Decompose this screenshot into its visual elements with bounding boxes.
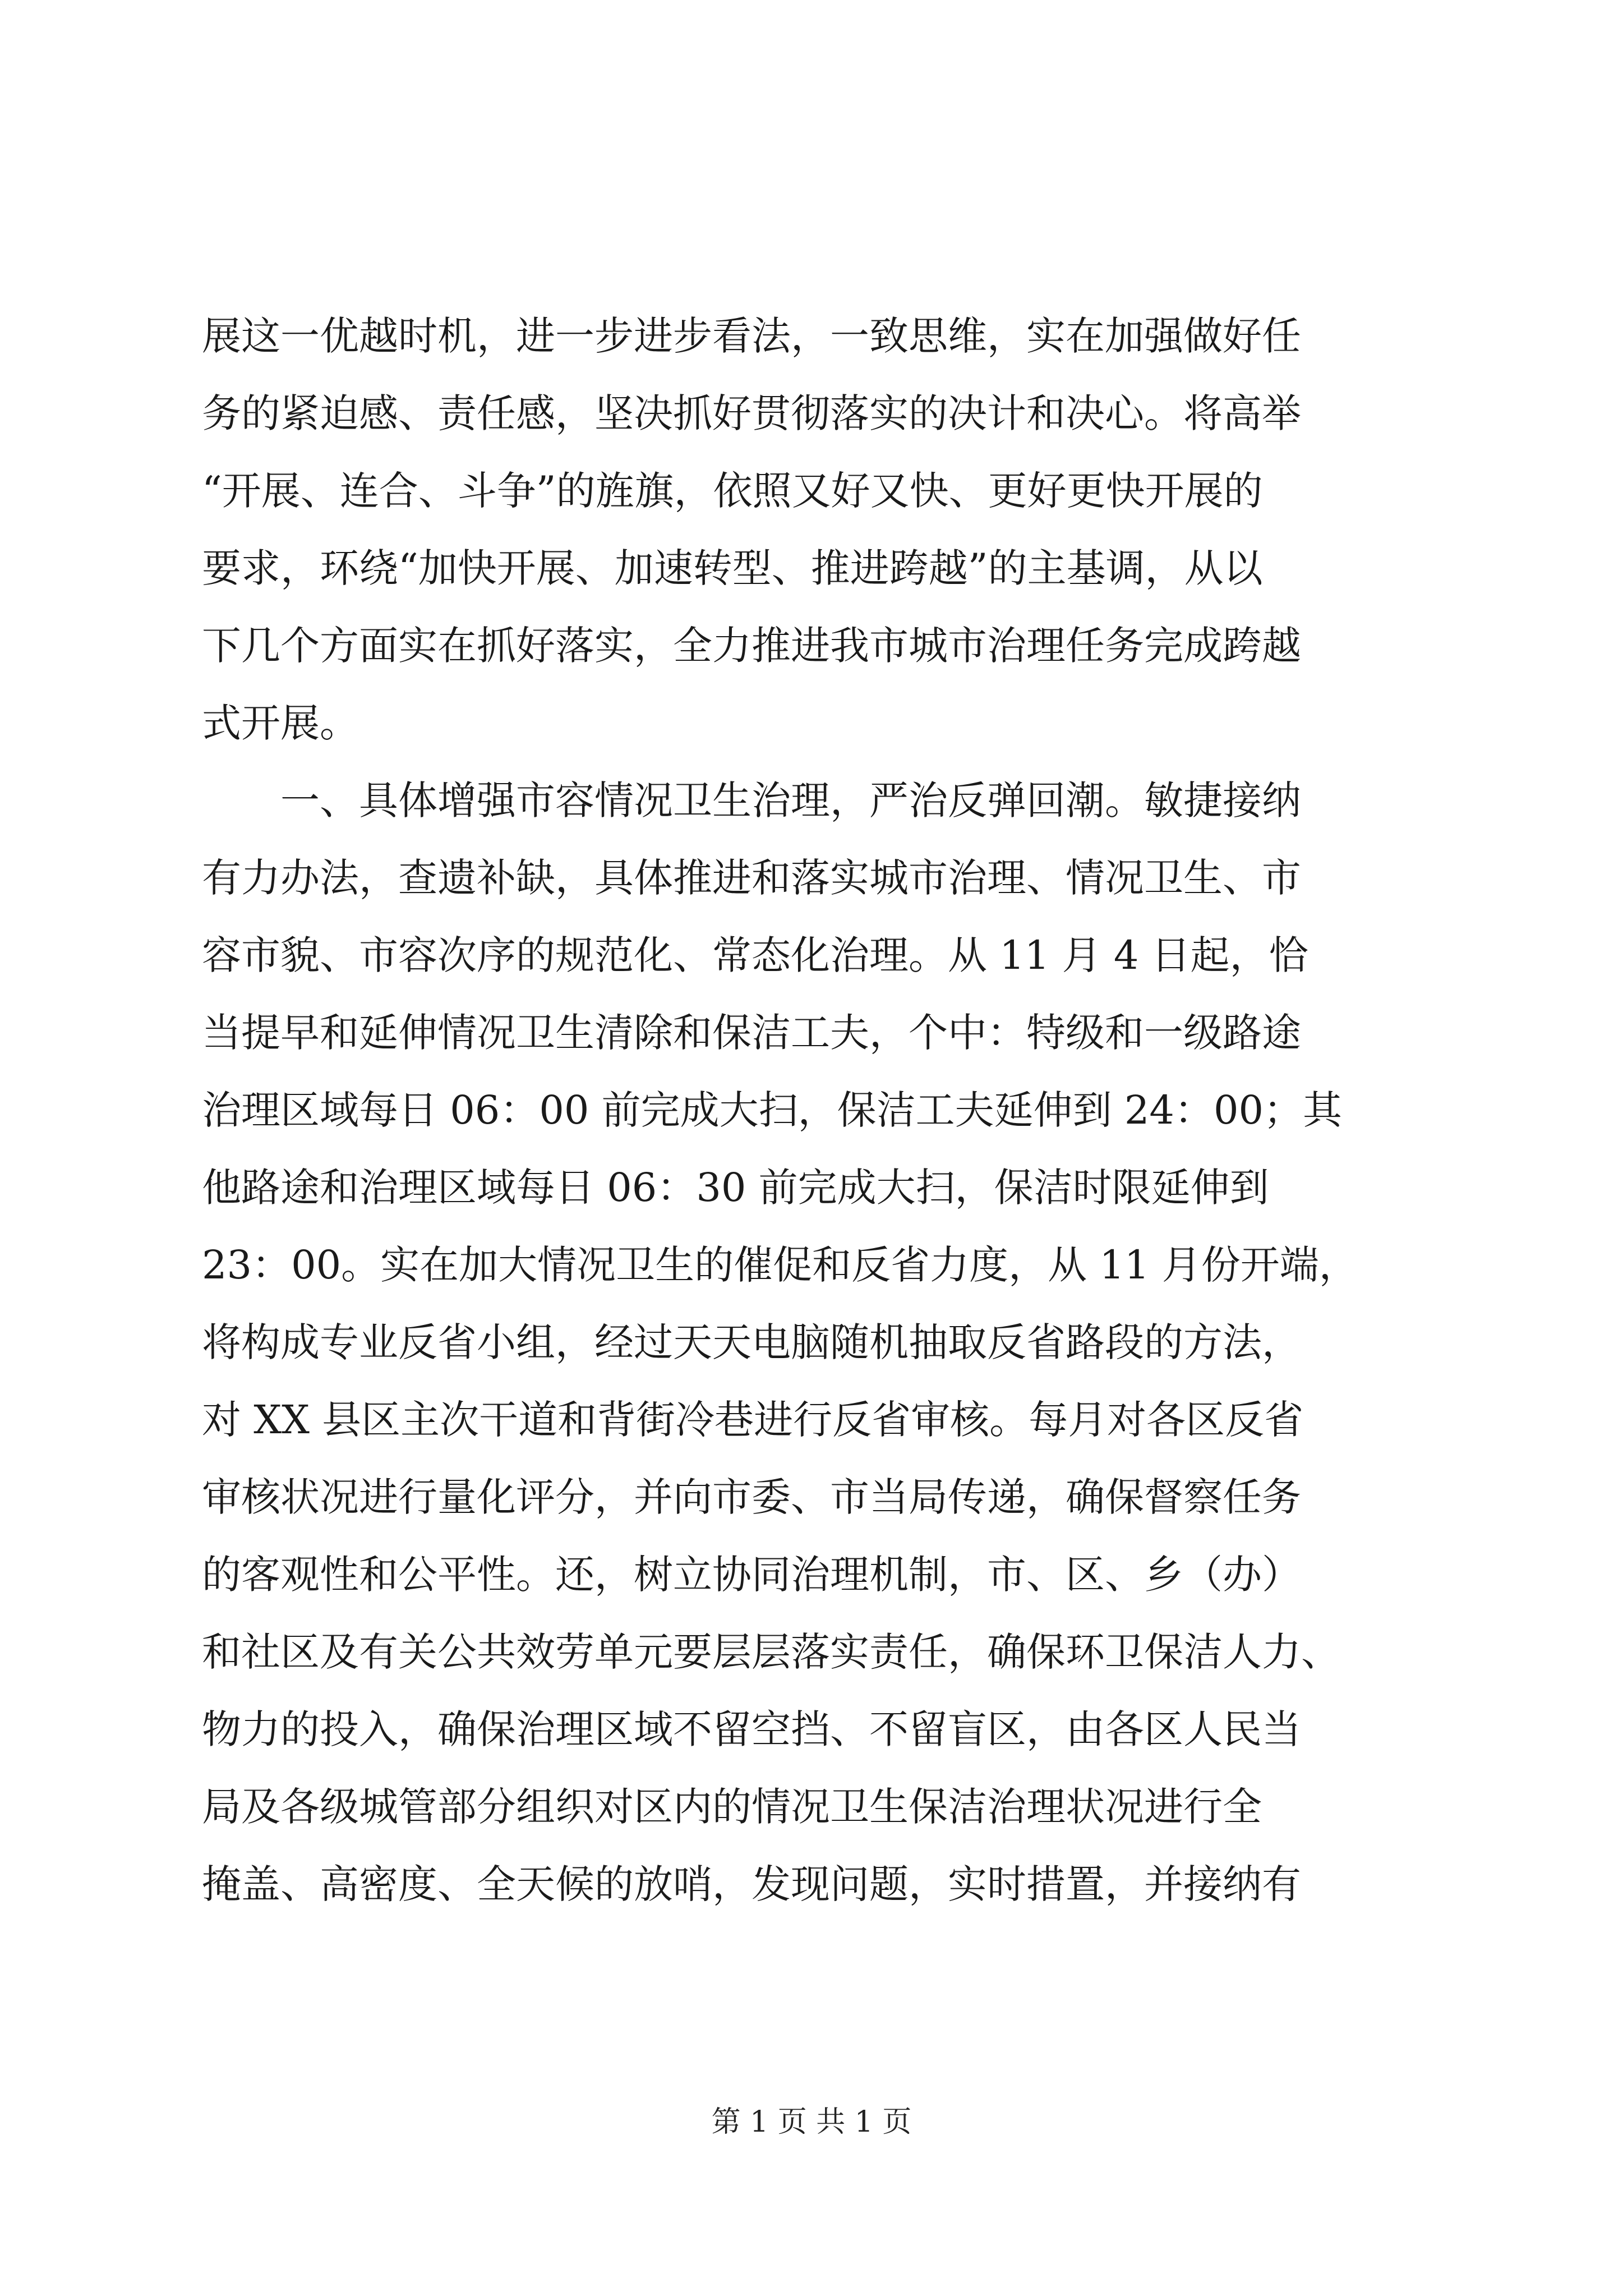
text-line: 他路途和治理区域每日 06：30 前完成大扫，保洁时限延伸到 xyxy=(202,1165,1269,1211)
text-line: 一、具体增强市容情况卫生治理，严治反弹回潮。敏捷接纳 xyxy=(202,777,1301,823)
text-line: 务的紧迫感、责任感，坚决抓好贯彻落实的决计和决心。将高举 xyxy=(202,390,1301,436)
text-line: 式开展。 xyxy=(202,700,359,746)
text-line: 审核状况进行量化评分，并向市委、市当局传递，确保督察任务 xyxy=(202,1474,1301,1520)
text-line: 将构成专业反省小组，经过天天电脑随机抽取反省路段的方法， xyxy=(202,1319,1301,1365)
page-footer: 第 1 页 共 1 页 xyxy=(711,2105,912,2139)
text-line: 当提早和延伸情况卫生清除和保洁工夫，个中：特级和一级路途 xyxy=(202,1010,1301,1056)
text-line: 有力办法，查遗补缺，具体推进和落实城市治理、情况卫生、市 xyxy=(202,855,1301,901)
text-line: 对 XX 县区主次干道和背街冷巷进行反省审核。每月对各区反省 xyxy=(202,1397,1304,1443)
text-line: 展这一优越时机，进一步进步看法，一致思维，实在加强做好任 xyxy=(202,313,1301,359)
text-line: 容市貌、市容次序的规范化、常态化治理。从 11 月 4 日起，恰 xyxy=(202,932,1308,978)
text-line: 下几个方面实在抓好落实，全力推进我市城市治理任务完成跨越 xyxy=(202,623,1301,669)
text-line: 要求，环绕“加快开展、加速转型、推进跨越”的主基调，从以 xyxy=(202,545,1263,591)
text-line: 掩盖、高密度、全天候的放哨，发现问题，实时措置，并接纳有 xyxy=(202,1861,1301,1907)
text-line: 物力的投入，确保治理区域不留空挡、不留盲区，由各区人民当 xyxy=(202,1706,1301,1752)
text-line: 的客观性和公平性。还，树立协同治理机制，市、区、乡（办） xyxy=(202,1552,1301,1598)
text-line: 局及各级城管部分组织对区内的情况卫生保洁治理状况进行全 xyxy=(202,1784,1262,1830)
document-body xyxy=(202,297,1424,1923)
text-line: 治理区域每日 06：00 前完成大扫，保洁工夫延伸到 24：00；其 xyxy=(202,1087,1343,1133)
text-line: 和社区及有关公共效劳单元要层层落实责任，确保环卫保洁人力、 xyxy=(202,1629,1340,1675)
text-line: 23：00。实在加大情况卫生的催促和反省力度，从 11 月份开端， xyxy=(202,1242,1358,1288)
text-line: “开展、连合、斗争”的旌旗，依照又好又快、更好更快开展的 xyxy=(202,468,1263,514)
